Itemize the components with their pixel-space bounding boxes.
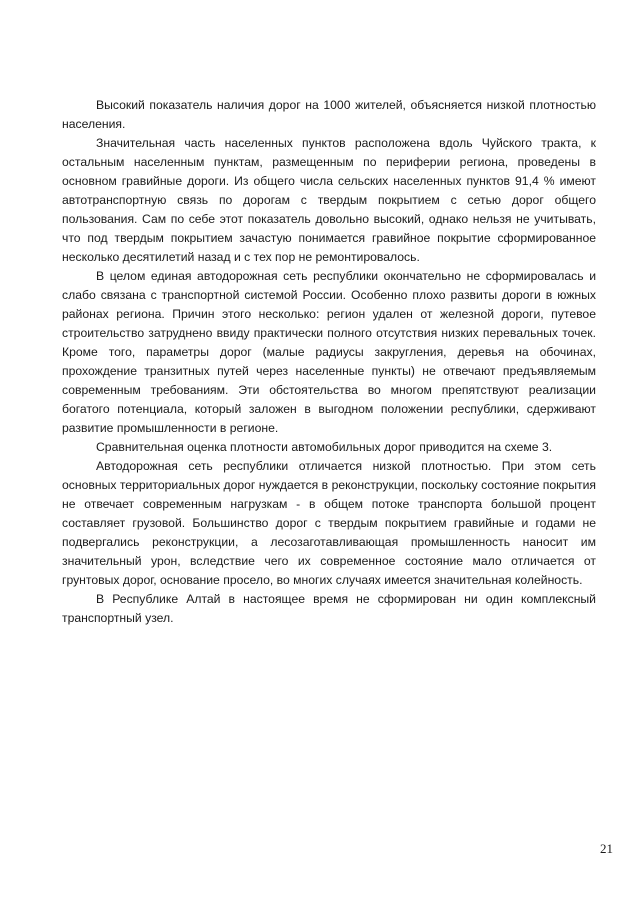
body-text	[62, 96, 596, 628]
paragraph-transport-hub: В Республике Алтай в настоящее время не сформирован ни один комплексный транспортный узел.	[62, 592, 596, 625]
paragraph-chuysky-tract: Значительная часть населенных пунктов расположена вдоль Чуйского тракта, к остальным населенным пунктам, размещенным по периферии региона, проведены в основном гравийные дороги. Из общего числа сельских населенных пунктов 91,4 % имеют автотранспортную связь по дорогам с твердым покрытием с сетью дорог общего пользования. Сам по себе этот показатель довольно высокий, однако нельзя не учитывать, что под твердым покрытием зачастую понимается гравийное покрытие сформированное несколько десятилетий назад и с тех пор не ремонтировалось.	[62, 136, 596, 264]
paragraph-road-network-formation: В целом единая автодорожная сеть республики окончательно не сформировалась и слабо связана с транспортной системой России. Особенно плохо развиты дороги в южных районах региона. Причин этого несколько: регион удален от железной дороги, путевое строительство затруднено ввиду практически полного отсутствия низких перевальных точек. Кроме того, параметры дорог (малые радиусы закругления, деревья на обочинах, прохождение транзитных путей через населенные пункты) не отвечают предъявляемым современным требованиям. Эти обстоятельства во многом препятствуют реализации богатого потенциала, который заложен в выгодном положении республики, сдерживают развитие промышленности в регионе.	[62, 269, 596, 435]
paragraph-scheme-reference: Сравнительная оценка плотности автомобильных дорог приводится на схеме 3.	[96, 440, 553, 454]
page-number: 21	[600, 841, 613, 856]
paragraph-low-density: Автодорожная сеть республики отличается низкой плотностью. При этом сеть основных территориальных дорог нуждается в реконструкции, поскольку состояние покрытия не отвечает современным нагрузкам - в общем потоке транспорта большой процент составляет грузовой. Большинство дорог с твердым покрытием гравийные и годами не подвергались реконструкции, а лесозаготавливающая промышленность наносит им значительный урон, вследствие чего их современное состояние мало отличается от грунтовых дорог, основание просело, во многих случаях имеется значительная колейность.	[62, 459, 596, 587]
paragraph-road-density-population: Высокий показатель наличия дорог на 1000 жителей, объясняется низкой плотностью населения.	[62, 98, 596, 131]
